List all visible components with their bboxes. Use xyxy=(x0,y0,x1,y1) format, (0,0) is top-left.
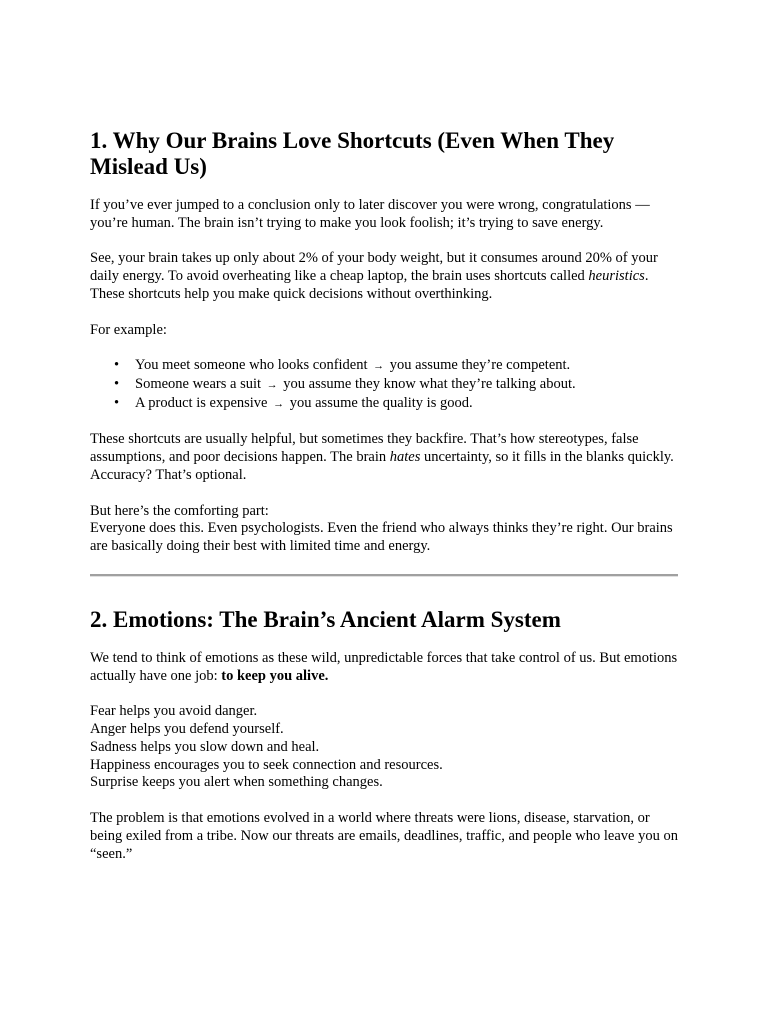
emotion-line: Fear helps you avoid danger. xyxy=(90,703,258,720)
arrow-right-icon: → xyxy=(266,378,278,391)
comforting-paragraph xyxy=(90,503,678,556)
section-1-heading: 1. Why Our Brains Love Shortcuts (Even When They Mislead Us) xyxy=(90,128,615,179)
energy-paragraph xyxy=(90,250,678,303)
comforting-line-1: But here’s the comforting part: xyxy=(90,502,269,519)
section-shortcuts xyxy=(90,128,678,556)
comforting-line-2: Everyone does this. Even psychologists. Even the friend who always thinks they’re right. Our brains are basically doing their best with limited time and energy. xyxy=(90,520,673,555)
keep-alive-emphasis: to keep you alive. xyxy=(221,667,329,684)
list-item: • You meet someone who looks confident → you assume they’re competent. xyxy=(135,357,678,376)
emotion-line: Anger helps you defend yourself. xyxy=(90,720,284,737)
section-2-heading: 2. Emotions: The Brain’s Ancient Alarm System xyxy=(90,606,561,632)
example-intro: For example: xyxy=(90,321,167,338)
heuristics-term: heuristics xyxy=(588,268,645,285)
emotions-intro-paragraph: We tend to think of emotions as these wild, unpredictable forces that take control of us. But emotions actually have one job: to keep you alive. xyxy=(90,649,678,684)
emotion-line: Surprise keeps you alert when something changes. xyxy=(90,774,383,791)
list-item: • A product is expensive → you assume the quality is good. xyxy=(135,395,678,414)
emotion-line: Sadness helps you slow down and heal. xyxy=(90,738,320,755)
arrow-right-icon: → xyxy=(273,397,285,410)
energy-text-before: See, your brain takes up only about 2% of your body weight, but it consumes around 20% of your daily energy. To avoid overheating like a cheap laptop, the brain uses shortcuts called xyxy=(90,250,658,285)
emotion-line: Happiness encourages you to seek connection and resources. xyxy=(90,756,443,773)
backfire-paragraph: These shortcuts are usually helpful, but sometimes they backfire. That’s how stereotypes, false assumptions, and poor decisions happen. The brain hates uncertainty, so it fills in the blanks quickly. Accuracy? That’s optional. xyxy=(90,431,674,483)
list-item: • Someone wears a suit → you assume they know what they’re talking about. xyxy=(135,376,678,395)
arrow-right-icon: → xyxy=(373,360,385,373)
energy-text-after: . These shortcuts help you make quick decisions without overthinking. xyxy=(90,268,649,302)
hates-emphasis: hates xyxy=(389,449,421,466)
section-divider xyxy=(90,574,678,577)
threats-paragraph: The problem is that emotions evolved in a world where threats were lions, disease, starvation, or being exiled from a tribe. Now our threats are emails, deadlines, traffic, and people who leave you on “seen.” xyxy=(90,809,678,862)
intro-paragraph: If you’ve ever jumped to a conclusion only to later discover you were wrong, congratulations — you’re human. The brain isn’t trying to make you look foolish; it’s trying to save energy. xyxy=(90,197,650,231)
example-list xyxy=(90,357,678,413)
emotions-list xyxy=(90,703,678,792)
section-emotions xyxy=(90,607,678,864)
